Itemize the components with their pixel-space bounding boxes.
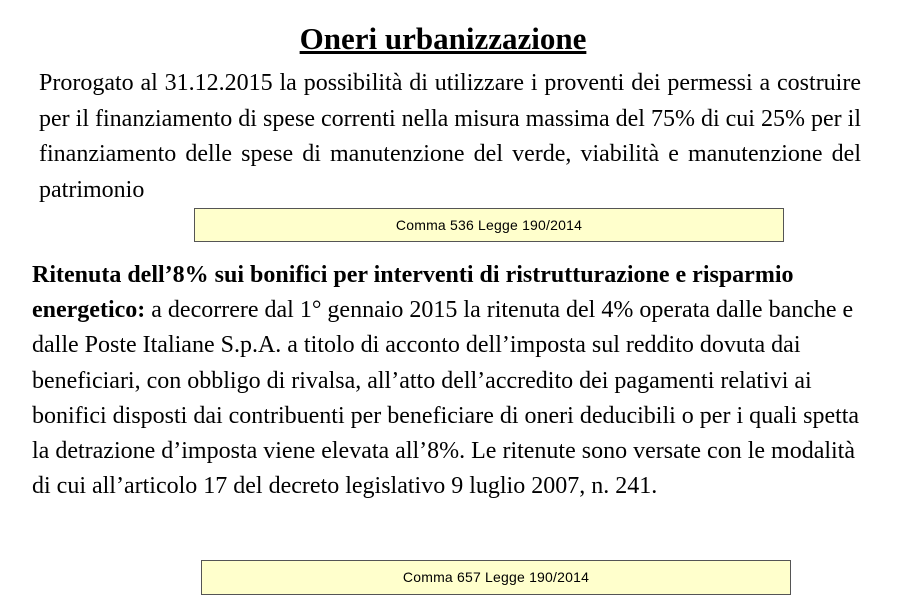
reference-box-comma-657: Comma 657 Legge 190/2014 xyxy=(201,560,791,595)
ritenuta-paragraph xyxy=(32,258,862,504)
reference-box-comma-536: Comma 536 Legge 190/2014 xyxy=(194,208,784,242)
ritenuta-body: a decorrere dal 1° gennaio 2015 la ritenuta del 4% operata dalle banche e dalle Poste Italiane S.p.A. a titolo di acconto dell’imposta sul reddito dovuta dai beneficiari, con obbligo di rivalsa, all’atto dell’accredito dei pagamenti relativi ai bonifici disposti dai contribuenti per beneficiare di oneri deducibili o per i quali spetta la detrazione d’imposta viene elevata all’8%. Le ritenute sono versate con le modalità di cui all’articolo 17 del decreto legislativo 9 luglio 2007, n. 241. xyxy=(32,297,860,500)
ritenuta-heading: Ritenuta dell’8% sui bonifici per interventi di ristrutturazione e risparmio energetico: xyxy=(32,262,794,324)
page-title: Oneri urbanizzazione xyxy=(299,21,587,56)
oneri-paragraph: Prorogato al 31.12.2015 la possibilità di utilizzare i proventi dei permessi a costruire per il finanziamento di spese correnti nella misura massima del 75% di cui 25% per il finanziamento delle spese di manutenzione del verde, viabilità e manutenzione del patrimonio xyxy=(39,70,861,203)
